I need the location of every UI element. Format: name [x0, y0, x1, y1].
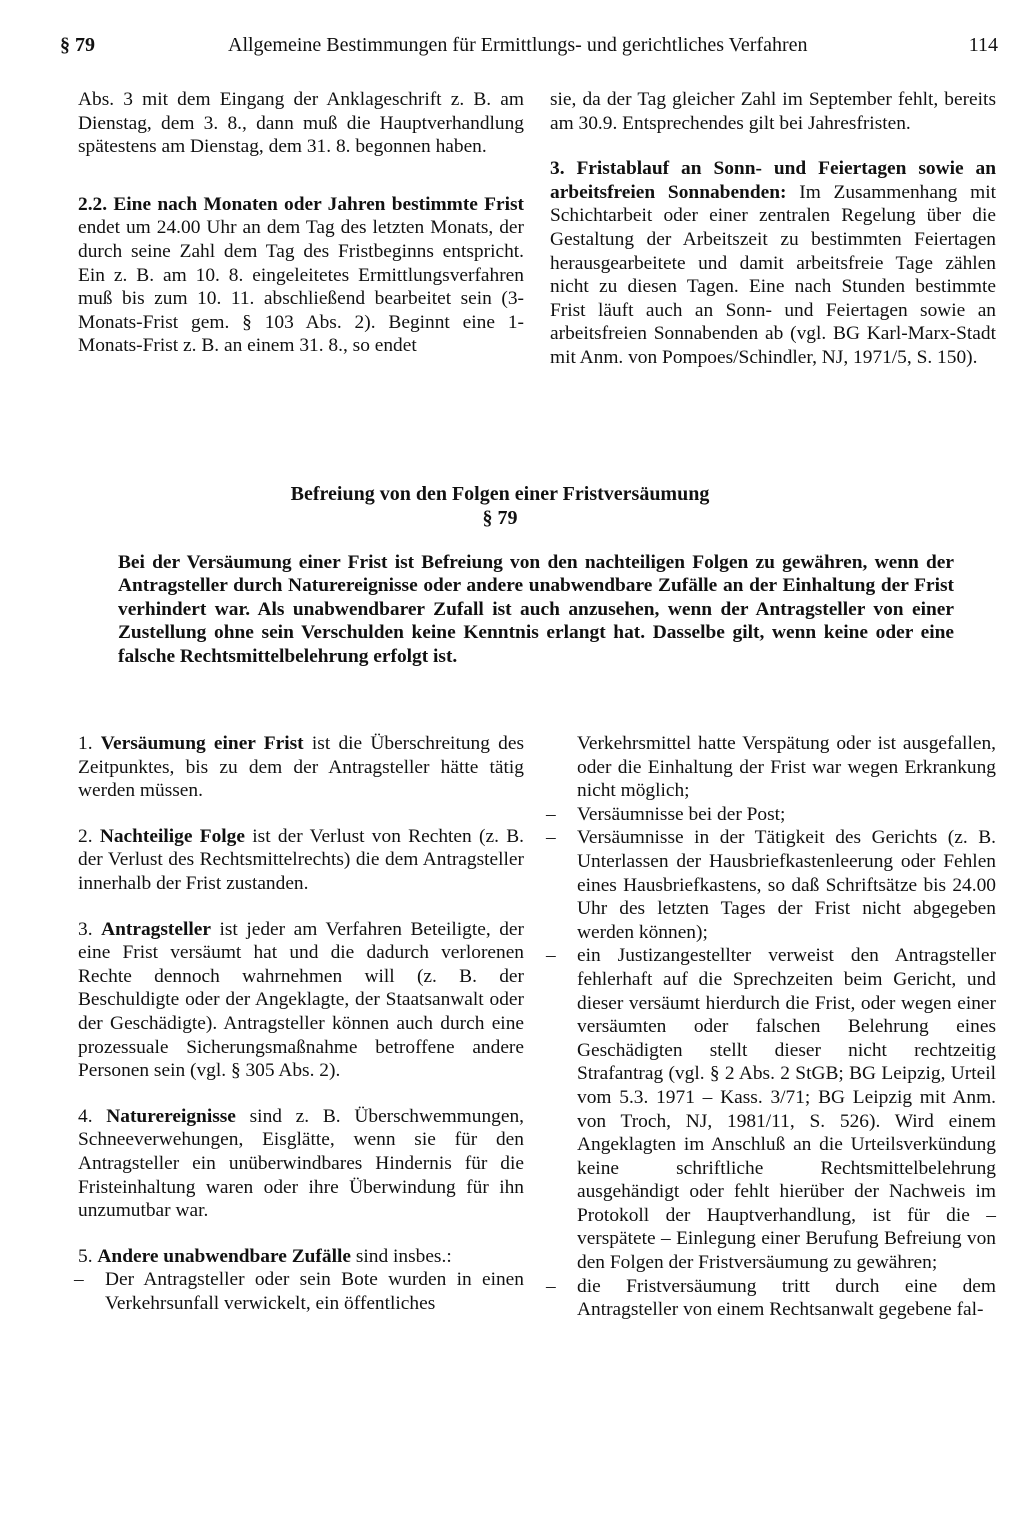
item-number: 3.	[78, 918, 93, 940]
section-title: Befreiung von den Folgen einer Fristversäumung	[290, 483, 710, 505]
dash-item-continuation: Verkehrsmittel hatte Verspätung oder ist ausgefallen, oder die Einhaltung der Frist war wegen Erkrankung nicht möglich;	[577, 733, 996, 802]
header-section-number: § 79	[60, 34, 95, 56]
paragraph: Abs. 3 mit dem Eingang der Anklageschrift z. B. am Dienstag, dem 3. 8., dann muß die Hauptverhandlung spätestens am Dienstag, dem 31. 8. begonnen haben.	[78, 89, 524, 158]
commentary-item-2	[78, 825, 524, 896]
page-header	[60, 30, 998, 60]
commentary-item-1	[78, 732, 524, 803]
dash-list-item: – Der Antragsteller oder sein Bote wurden in einen Verkehrsunfall verwickelt, ein öffentliches	[78, 1268, 524, 1315]
item-text: sind insbes.:	[355, 1245, 452, 1267]
item-number: 1.	[78, 733, 93, 754]
paragraph-3	[550, 157, 996, 369]
paragraph-text: endet um 24.00 Uhr an dem Tag des letzten Monats, der durch seine Zahl dem Tag des Fristbeginns entspricht. Ein z. B. am 10. 8. eingeleitetes Ermittlungsverfahren muß bis zum 10. 11. abschließend bearbeitet sein (3-Monats-Frist gem. § 103 Abs. 2). Beginnt eine 1-Monats-Frist z. B. an einem 31. 8., so endet	[78, 217, 524, 357]
paragraph: sie, da der Tag gleicher Zahl im September fehlt, bereits am 30.9. Entsprechendes gilt bei Jahresfristen.	[550, 89, 996, 134]
item-number: 5.	[78, 1245, 93, 1267]
bold-term: Eine nach Monaten oder Jahren bestimmte Frist	[113, 193, 524, 215]
commentary-item-5	[78, 1245, 524, 1269]
top-right-column	[550, 88, 996, 370]
item-text: ist die Überschreitung des Zeitpunktes, bis zu dem der Antragsteller hätte tätig werden müssen.	[78, 733, 524, 802]
bold-term: Naturereignisse	[106, 1105, 236, 1127]
commentary-item-4	[78, 1105, 524, 1223]
bottom-right-column	[550, 732, 996, 1322]
dash-list-item: – Versäumnisse in der Tätigkeit des Gerichts (z. B. Unterlassen der Hausbriefkastenleerung oder Fehlen eines Hausbriefkastens, so daß Schriftsätze bis 24.00 Uhr des letzten Tages der Frist nicht abgegeben werden können);	[550, 826, 996, 944]
dash-list-item: – Versäumnisse bei der Post;	[550, 803, 996, 827]
header-title: Allgemeine Bestimmungen für Ermittlungs- und gerichtliches Verfahren	[228, 34, 808, 56]
statute-text: Bei der Versäumung einer Frist ist Befreiung von den nachteiligen Folgen zu gewähren, wenn der Antragsteller durch Naturereignisse oder andere unabwendbare Zufälle an der Einhaltung der Frist verhindert war. Als unabwendbarer Zufall ist auch anzusehen, wenn der Antragsteller von einer Zustellung ohne sein Verschulden keine Kenntnis erlangt hat. Dasselbe gilt, wenn keine oder eine falsche Rechtsmittelbelehrung erfolgt ist.	[118, 552, 954, 667]
bold-term: 3. Fristablauf an Sonn- und Feiertagen sowie an arbeitsfreien Sonnabenden:	[550, 158, 996, 203]
dash-list-item: – die Fristversäumung tritt durch eine dem Antragsteller von einem Rechtsanwalt gegebene fal-	[550, 1275, 996, 1322]
paragraph-2-2	[78, 193, 524, 358]
section-number: § 79	[482, 507, 518, 529]
item-text: ist jeder am Verfahren Beteiligte, der eine Frist versäumt hat und die dadurch verlorenen Rechte dennoch wahrnehmen will (z. B. der Beschuldigte oder der Angeklagte, der Staatsanwalt oder der Geschädigte). Antragsteller können auch durch eine prozessuale Sicherungsmaßnahme betroffene andere Personen sein (vgl. § 305 Abs. 2).	[78, 918, 524, 1082]
item-number: 2.	[78, 825, 93, 847]
item-text: sind z. B. Überschwemmungen, Schneeverwehungen, Eisglätte, wenn sie für den Antragsteller ein unüberwindbares Hindernis für die Fristeinhaltung waren oder ihre Überwindung für ihn unzumutbar war.	[78, 1105, 524, 1222]
dash-list-item: – ein Justizangestellter verweist den Antragsteller fehlerhaft auf die Sprechzeiten beim Gericht, und dieser versäumt hierdurch die Frist, oder wegen einer versäumten oder falschen Belehrung eines Geschädigten stellt dieser nicht rechtzeitig Strafantrag (vgl. § 2 Abs. 2 StGB; BG Leipzig, Urteil vom 5.3. 1971 – Kass. 3/71; BG Leipzig mit Anm. von Troch, NJ, 1981/11, S. 526). Wird einem Angeklagten im Anschluß an die Urteilsverkündung keine schriftliche Rechtsmittelbelehrung ausgehändigt oder fehlt hierüber der Nachweis im Protokoll der Hauptverhandlung, ist für die – verspätete – Einlegung einer Berufung Befreiung von den Folgen der Fristversäumung zu gewähren;	[550, 944, 996, 1274]
bold-term: Versäumung einer Frist	[100, 733, 304, 754]
commentary-item-3	[78, 918, 524, 1083]
dash-list	[550, 803, 996, 1322]
top-left-column	[78, 88, 524, 358]
bold-term: Andere unabwendbare Zufälle	[97, 1245, 351, 1267]
paragraph-number: 2.2.	[78, 193, 108, 215]
bold-term: Nachteilige Folge	[99, 825, 245, 847]
section-heading	[200, 482, 800, 530]
bottom-left-column	[78, 732, 524, 1315]
page-number: 114	[968, 34, 998, 56]
bold-term: Antragsteller	[101, 918, 211, 940]
item-text: ist der Verlust von Rechten (z. B. der Verlust des Rechtsmittelrechts) die dem Antragsteller innerhalb der Frist zustanden.	[78, 825, 524, 894]
item-number: 4.	[78, 1105, 93, 1127]
dash-list	[78, 1268, 524, 1315]
paragraph-text: Im Zusammenhang mit Schichtarbeit oder einer zentralen Regelung über die Gestaltung der Arbeitszeit zu bestimmten Feiertagen herausgearbeitete und damit arbeitsfreie Tage zählen nicht zu diesen Tagen. Eine nach Stunden bestimmte Frist läuft auch an Sonn- und Feiertagen sowie an arbeitsfreien Sonnabenden ab (vgl. BG Karl-Marx-Stadt mit Anm. von Pompoes/Schindler, NJ, 1971/5, S. 150).	[550, 181, 996, 368]
